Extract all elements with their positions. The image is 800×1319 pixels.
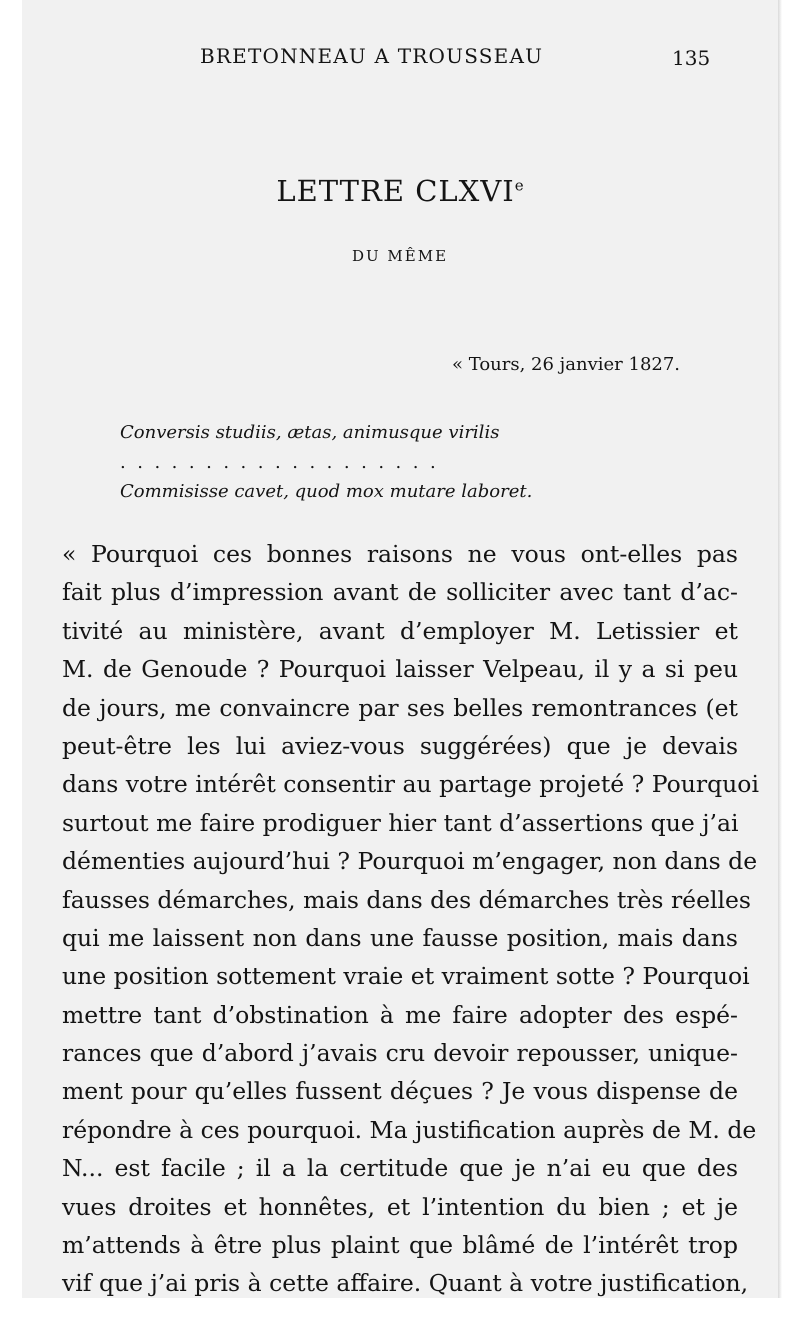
body-line: surtout me faire prodiguer hier tant d’assertions que j’ai (62, 808, 739, 837)
letter-title-text: LETTRE CLXVI (276, 174, 515, 208)
epigraph-ellipsis: ................... (120, 452, 448, 473)
body-line: fait plus d’impression avant de solliciter avec tant d’ac- (62, 578, 738, 607)
body-line: une position sottement vraie et vraiment sotte ? Pourquoi (62, 962, 750, 991)
body-line: répondre à ces pourquoi. Ma justification auprès de M. de (62, 1115, 757, 1144)
letter-title (22, 174, 778, 208)
body-line: fausses démarches, mais dans des démarches très réelles (62, 885, 751, 914)
body-line: qui me laissent non dans une fausse position, mais dans (62, 923, 738, 952)
epigraph-line-1: Conversis studiis, ætas, animusque virilis (120, 422, 500, 443)
body-line: N... est facile ; il a la certitude que je n’ai eu que des (62, 1154, 738, 1183)
body-line: vues droites et honnêtes, et l’intention du bien ; et je (62, 1192, 738, 1221)
body-line: ment pour qu’elles fussent déçues ? Je vous dispense de (62, 1077, 738, 1106)
body-line: « Pourquoi ces bonnes raisons ne vous ont-elles pas (62, 540, 738, 568)
epigraph-line-2: Commisisse cavet, quod mox mutare laboret. (120, 481, 533, 502)
body-line: rances que d’abord j’avais cru devoir repousser, unique- (62, 1039, 738, 1068)
body-line: démenties aujourd’hui ? Pourquoi m’engager, non dans de (62, 847, 758, 876)
body-line: de jours, me convaincre par ses belles remontrances (et (62, 693, 738, 722)
body-line: M. de Genoude ? Pourquoi laisser Velpeau, il y a si peu (62, 655, 738, 684)
body-line: m’attends à être plus plaint que blâmé de l’intérêt trop (62, 1231, 738, 1260)
letter-body (62, 535, 759, 1303)
body-line: tivité au ministère, avant d’employer M. Letissier et (62, 616, 738, 645)
letter-title-superscript: e (514, 176, 524, 195)
dateline: « Tours, 26 janvier 1827. (452, 354, 681, 375)
page-number: 135 (672, 46, 711, 70)
book-page (22, 0, 778, 1298)
body-line: peut-être les lui aviez-vous suggérées) que je devais (62, 731, 738, 760)
letter-subtitle: DU MÊME (351, 247, 449, 265)
body-line: vif que j’ai pris à cette affaire. Quant à votre justification, (62, 1269, 749, 1298)
body-line: dans votre intérêt consentir au partage projeté ? Pourquoi (62, 770, 759, 799)
page-edge-shadow (778, 0, 782, 1298)
page-header (22, 40, 778, 76)
running-title: BRETONNEAU A TROUSSEAU (200, 44, 544, 68)
body-line: mettre tant d’obstination à me faire adopter des espé- (62, 1000, 738, 1029)
